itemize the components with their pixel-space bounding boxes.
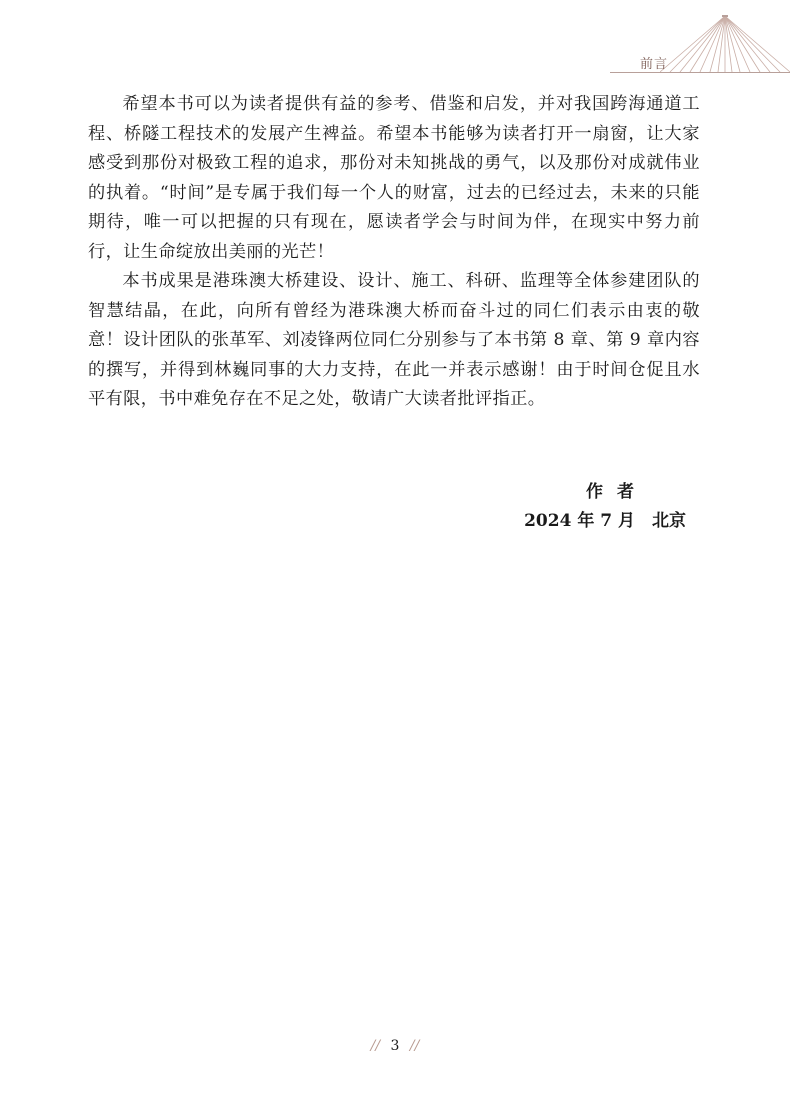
footer-left-ornament: // bbox=[370, 1038, 381, 1054]
signature-block bbox=[524, 478, 686, 536]
paragraph: 本书成果是港珠澳大桥建设、设计、施工、科研、监理等全体参建团队的智慧结晶，在此，向所有曾经为港珠澳大桥而奋斗过的同仁们表示由衷的敬意！设计团队的张革军、刘凌锋两位同仁分别参与了本书第 8 章、第 9 章内容的撰写，并得到林巍同事的大力支持，在此一并表示感谢！由于时间仓促且水平有限，书中难免存在不足之处，敬请广大读者批评指正。 bbox=[88, 271, 700, 409]
section-title: 前言 bbox=[640, 57, 669, 72]
header-fan-decoration bbox=[660, 14, 790, 78]
header-rule bbox=[610, 72, 790, 73]
page-number: 3 bbox=[390, 1038, 400, 1054]
body-text bbox=[88, 90, 700, 415]
footer-right-ornament: // bbox=[409, 1038, 420, 1054]
author-line: 作者 bbox=[586, 482, 648, 502]
date-place-line: 2024 年 7 月 北京 bbox=[524, 511, 686, 531]
paragraph: 希望本书可以为读者提供有益的参考、借鉴和启发，并对我国跨海通道工程、桥隧工程技术的发展产生裨益。希望本书能够为读者打开一扇窗，让大家感受到那份对极致工程的追求，那份对未知挑战的勇气，以及那份对成就伟业的执着。“时间”是专属于我们每一个人的财富，过去的已经过去，未来的只能期待，唯一可以把握的只有现在，愿读者学会与时间为伴，在现实中努力前行，让生命绽放出美丽的光芒！ bbox=[88, 94, 700, 262]
page-footer bbox=[0, 1038, 790, 1054]
